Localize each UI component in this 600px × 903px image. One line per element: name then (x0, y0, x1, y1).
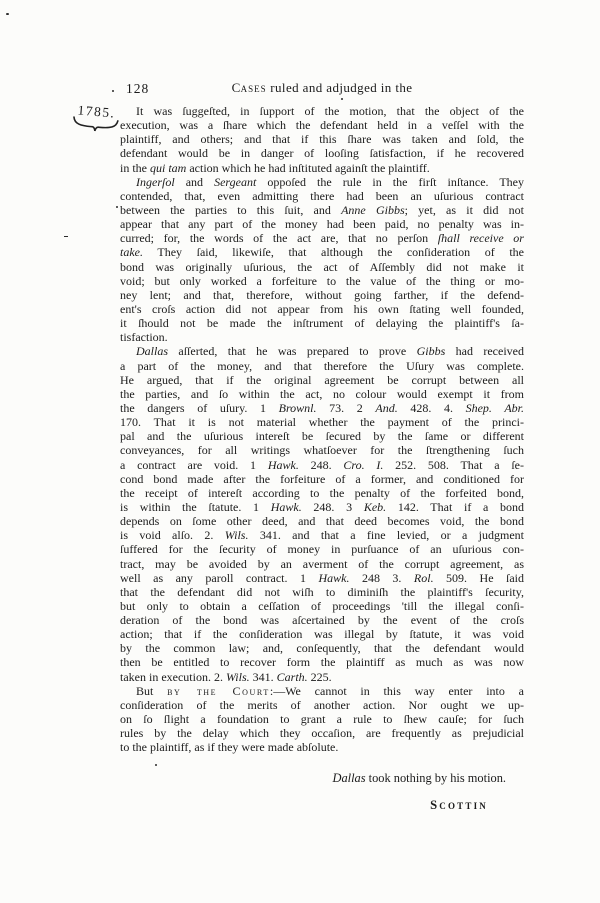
text-line: but only to obtain a ceſſation of proceedings 'till the illegal conſi- (120, 598, 524, 613)
text-line: the parties, and ſo within the act, no colour would exempt it from (120, 386, 524, 401)
text-line: appear that any part of the money had been paid, no penalty was in- (120, 217, 524, 232)
text-line: pal and the uſurious intereſt be ſecured by the ſame or different (120, 429, 524, 444)
text-line: taken in execution. 2. Wils. 341. Carth. 225. (120, 669, 332, 684)
text-line: conveyances, for all writings whatſoever for the ſtrengthening ſuch (120, 443, 524, 458)
text-line: the receipt of intereſt according to the penalty of the forfeited bond, (120, 485, 524, 500)
text-line: is within the ſtatute. 1 Hawk. 248. 3 Keb. 142. That if a bond (120, 499, 525, 514)
text-line: Ingerſol and Sergeant oppoſed the rule in the firſt inſtance. They (136, 174, 524, 189)
text-line: tisfaction. (120, 330, 168, 345)
text-line: bond was originally uſurious, the act of Aſſembly did not make it (120, 259, 524, 274)
text-line: ent's croſs action did not appear from his own ſtating well founded, (120, 301, 524, 316)
text-line: conſideration of the merits of another action. Nor ought we up- (120, 697, 524, 712)
text-line: cond bond made after the forfeiture of a former, and conditioned for (120, 471, 524, 486)
text-line: It was ſuggeſted, in ſupport of the motion, that the object of the (136, 104, 524, 118)
year-label: 1785. (77, 102, 117, 121)
text-line: tract, may be avoided by an averment of the corrupt agreement, as (120, 556, 524, 571)
text-line: action; that if the conſideration was illegal by ſtatute, it was void (120, 627, 524, 642)
ink-speck (155, 764, 157, 766)
text-line: contended, that, even admitting there had been an uſurious contract (120, 188, 524, 203)
ink-speck (112, 90, 114, 92)
text-line: deration of the bond was aſcertained by the event of the croſs (120, 613, 524, 628)
running-head (120, 80, 524, 98)
ink-speck (116, 206, 118, 208)
text-line: defendant would be in danger of looſing ſatisfaction, if he recovered (120, 146, 524, 161)
text-line: ney lent; and that, therefore, without going farther, if the defend- (120, 287, 524, 302)
text-line: He argued, that if the original agreement be corrupt between all (120, 372, 524, 387)
text-line: 170. That it is not material whether the payment of the princi- (120, 415, 524, 430)
text-line: to the plaintiff, as if they were made abſolute. (120, 740, 339, 755)
text-line: void; but only worked a forfeiture to the value of the thing or mo- (120, 273, 524, 288)
text-line: Dallas aſſerted, that he was prepared to prove Gibbs had received (136, 344, 524, 359)
paragraph (120, 175, 524, 345)
text-line: a part of the money, and that therefore the Uſury was complete. (120, 358, 524, 373)
ink-speck (341, 98, 343, 100)
text-line: the dangers of uſury. 1 Brownl. 73. 2 And. 428. 4. Shep. Abr. (120, 400, 524, 415)
margin-year-note (67, 102, 125, 135)
closing-line: Dallas took nothing by his motion. (332, 771, 506, 785)
page-footer-block (120, 757, 524, 812)
text-line: that the defendant did not wiſh to diminiſh the plaintiff's ſecurity, (120, 584, 524, 599)
text-line: depends on ſome other deed, and that deed becomes void, the bond (120, 514, 524, 529)
running-title: Cases ruled and adjudged in the (231, 80, 413, 95)
text-line: a contract are void. 1 Hawk. 248. Cro. I. 252. 508. That a ſe- (120, 457, 524, 472)
ink-speck (64, 236, 68, 237)
text-line: then be entitled to recover form the plaintiff as much as was now (120, 655, 524, 670)
text-line: curred; for, the words of the act are, that no perſon ſhall receive or (120, 231, 524, 246)
page-number: 128 (126, 81, 150, 96)
paragraph (120, 104, 524, 175)
text-line: between the parties to this ſuit, and Anne Gibbs; yet, as it did not (120, 202, 525, 217)
text-line: ſuffered for the ſecurity of money in purſuance of an uſurious con- (120, 542, 524, 557)
text-line: take. They ſaid, likewiſe, that although the conſideration of the (120, 245, 524, 260)
text-line: is void alſo. 2. Wils. 341. and that a fine levied, or a judgment (120, 528, 524, 543)
paragraph (120, 344, 524, 683)
text-line: by the common law; and, conſequently, that the defendant would (120, 641, 524, 656)
catchword: Scottin (430, 798, 488, 813)
text-line: well as any paroll contract. 1 Hawk. 248 3. Rol. 509. He ſaid (120, 570, 524, 585)
ink-speck (6, 13, 9, 15)
text-line: rules by the delay which they occaſion, are frequently as prejudicial (120, 726, 524, 741)
text-line: on ſo ſlight a foundation to grant a rule to ſhew cauſe; for ſuch (120, 712, 524, 727)
text-line: But by the Court:—We cannot in this way enter into a (136, 683, 524, 698)
text-line: it ſhould not be made the inſtrument of delaying the plaintiff's ſa- (120, 316, 524, 331)
text-line: in the qui tam action which he had inſtituted againſt the plaintiff. (120, 160, 430, 175)
body-text (120, 104, 524, 754)
text-line: plaintiff, and others; and that if this ſhare was taken and ſold, the (120, 132, 524, 147)
text-line: execution, was a ſhare which the defendant held in a veſſel with the (120, 118, 524, 133)
paragraph (120, 684, 524, 755)
